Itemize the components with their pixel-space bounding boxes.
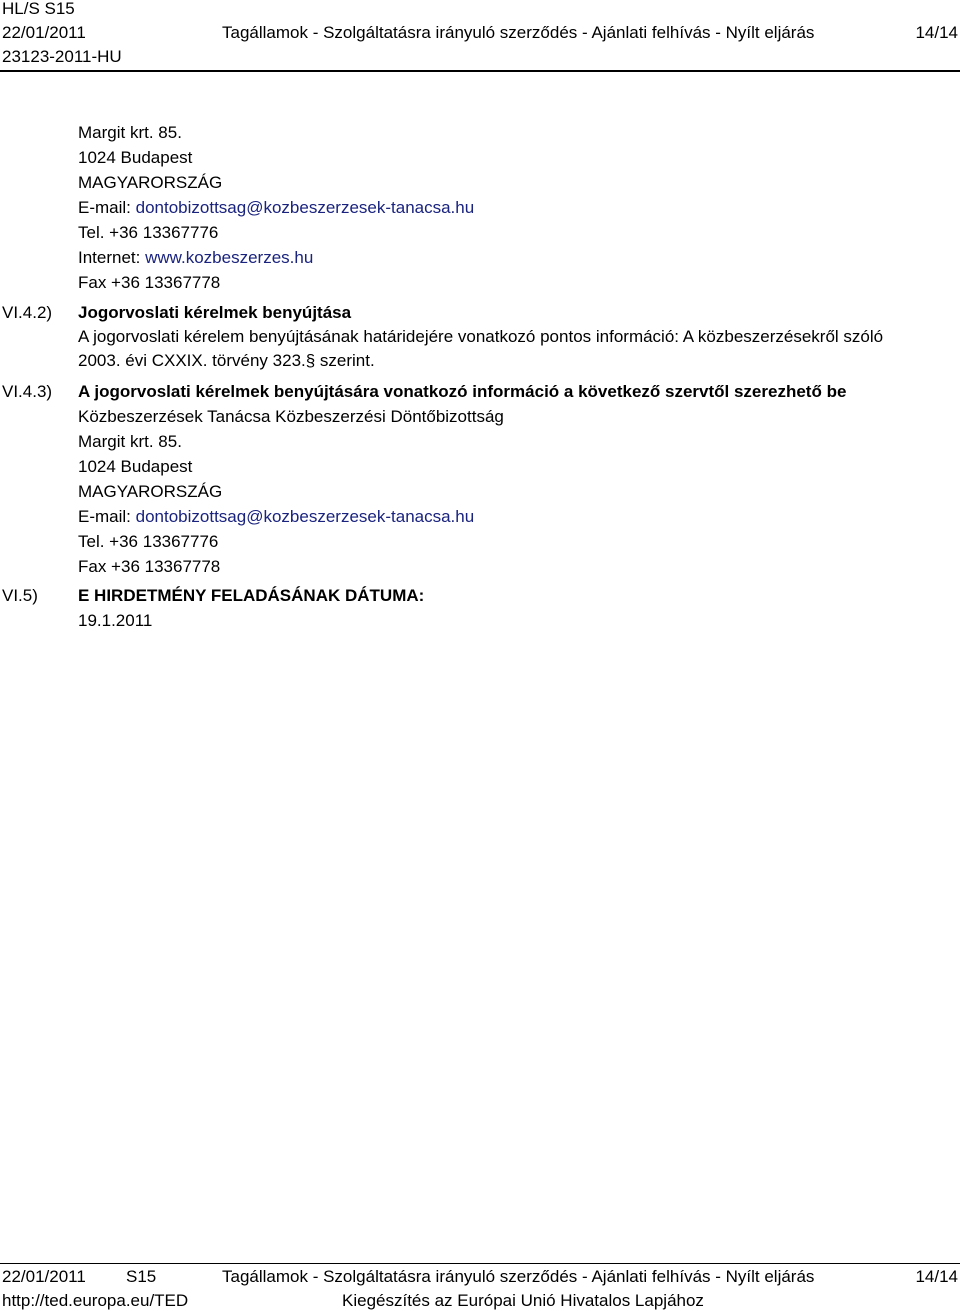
publication-code: HL/S S15 — [2, 0, 75, 18]
contact-fax: Fax +36 13367778 — [78, 273, 221, 292]
review-body-fax: Fax +36 13367778 — [78, 557, 221, 576]
review-body-city: 1024 Budapest — [78, 457, 193, 476]
review-body-name: Közbeszerzések Tanácsa Közbeszerzési Döntőbizottság — [78, 407, 504, 426]
contact-tel: Tel. +36 13367776 — [78, 223, 219, 242]
email-label: E-mail: — [78, 198, 136, 217]
footer-divider — [0, 1263, 960, 1264]
contact-city: 1024 Budapest — [78, 148, 193, 167]
review-deadline-text-line2: 2003. évi CXXIX. törvény 323.§ szerint. — [78, 351, 375, 370]
footer-publication: S15 — [126, 1267, 157, 1286]
section-number-vi-5: VI.5) — [2, 586, 38, 605]
section-heading-dispatch-date: E HIRDETMÉNY FELADÁSÁNAK DÁTUMA: — [78, 586, 425, 605]
document-id: 23123-2011-HU — [2, 47, 122, 66]
review-body-street: Margit krt. 85. — [78, 432, 182, 451]
contact-country: MAGYARORSZÁG — [78, 173, 223, 192]
internet-label: Internet: — [78, 248, 146, 267]
header-page-number: 14/14 — [915, 23, 958, 42]
email-link[interactable]: dontobizottsag@kozbeszerzesek-tanacsa.hu — [135, 507, 475, 526]
contact-email-row — [78, 199, 474, 216]
dispatch-date-value: 19.1.2011 — [78, 611, 153, 630]
contact-street: Margit krt. 85. — [78, 123, 182, 142]
footer-page-number: 14/14 — [915, 1267, 958, 1286]
section-number-vi-4-2: VI.4.2) — [2, 303, 53, 322]
review-deadline-text-line1: A jogorvoslati kérelem benyújtásának határidejére vonatkozó pontos információ: A közbeszerzésekről szóló — [78, 327, 884, 346]
section-heading-review-info: A jogorvoslati kérelmek benyújtására vonatkozó információ a következő szervtől szerezhető be — [78, 382, 847, 401]
email-link[interactable]: dontobizottsag@kozbeszerzesek-tanacsa.hu — [135, 198, 475, 217]
section-heading-review-submission: Jogorvoslati kérelmek benyújtása — [78, 303, 352, 322]
email-label: E-mail: — [78, 507, 136, 526]
footer-date: 22/01/2011 — [2, 1267, 86, 1286]
header-date: 22/01/2011 — [2, 23, 86, 42]
contact-internet-row — [78, 249, 313, 266]
footer-url-link[interactable]: http://ted.europa.eu/TED — [2, 1291, 189, 1310]
section-number-vi-4-3: VI.4.3) — [2, 382, 53, 401]
review-body-email-row — [78, 508, 474, 525]
header-title: Tagállamok - Szolgáltatásra irányuló szerződés - Ajánlati felhívás - Nyílt eljárás — [222, 23, 815, 42]
footer-supplement: Kiegészítés az Európai Unió Hivatalos Lapjához — [342, 1291, 704, 1310]
review-body-tel: Tel. +36 13367776 — [78, 532, 219, 551]
review-body-country: MAGYARORSZÁG — [78, 482, 223, 501]
header-divider — [0, 70, 960, 72]
internet-link[interactable]: www.kozbeszerzes.hu — [145, 248, 314, 267]
footer-title: Tagállamok - Szolgáltatásra irányuló szerződés - Ajánlati felhívás - Nyílt eljárás — [222, 1267, 815, 1286]
